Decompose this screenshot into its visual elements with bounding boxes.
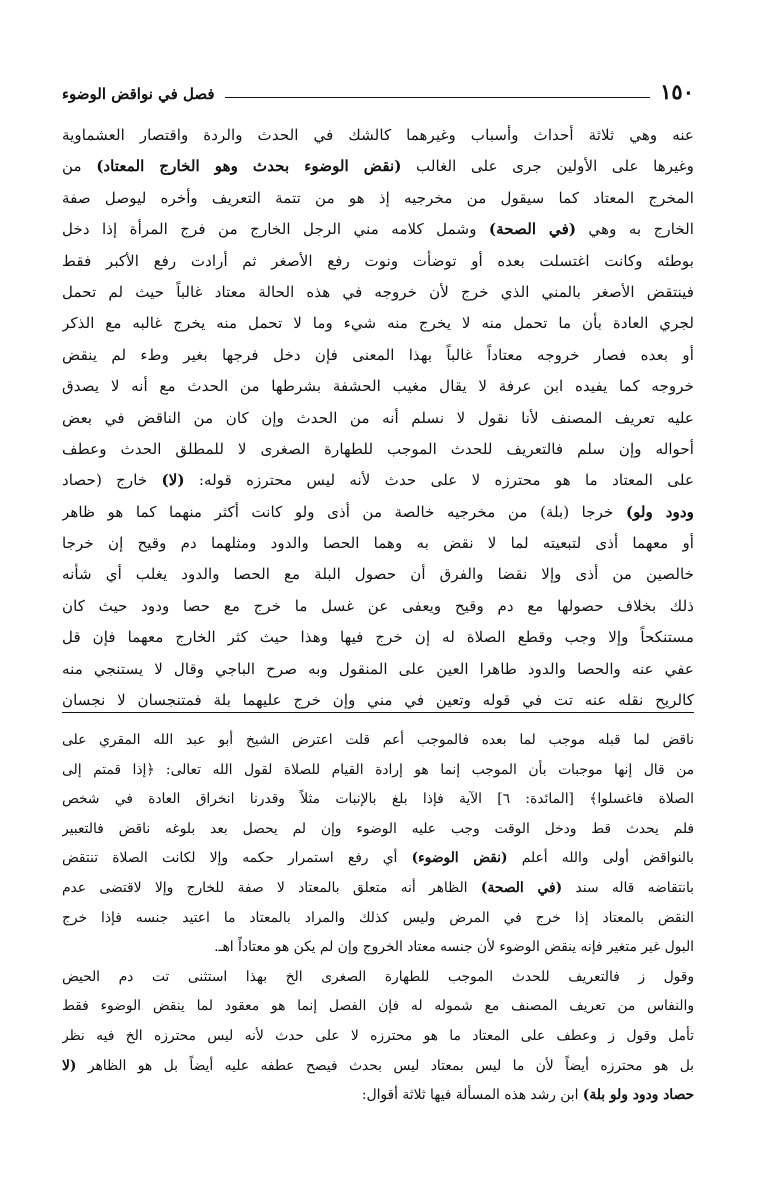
note-line: [62, 1052, 694, 1082]
text-line-pre: عنه وهي ثلاثة أحداث وأسباب وغيرهما كالشك في الحدث والردة واقتصار العشماوية: [62, 126, 694, 144]
text-line: [62, 120, 694, 151]
text-line-pre: فينتقض الأصغر بالمني الذي خرج لأن خروجه في هذه الحالة معتاد غالباً حيث لم تحمل: [62, 282, 694, 301]
note-line: [62, 1022, 694, 1052]
text-line: [62, 591, 694, 622]
text-line: [62, 214, 694, 245]
text-line: [62, 371, 694, 402]
note-line: [62, 963, 694, 993]
text-line-post: من: [62, 157, 97, 176]
note-line-pre: بل هو محترزه أيضاً لأن ما ليس بمعتاد ليس بحدث فيصح عطفه عليه أيضاً بل هو الظاهر: [76, 1057, 694, 1074]
page-number: ١٥٠: [660, 79, 694, 104]
text-line-pre: أو معهما أذى لتبعيته لما لا نقض به وهما الحصا والدود ومثلهما دم وقيح إن خرجا: [62, 534, 694, 553]
note-line: [62, 844, 694, 874]
note-line-pre: تأمل وقول ز وعطف على المعتاد ما هو محترزه لا على حدث لأنه ليس محترزه الخ فيه نظر: [62, 1027, 694, 1044]
text-line: [62, 183, 694, 214]
note-line-post: ابن رشد هذه المسألة فيها ثلاثة أقوال:: [361, 1087, 583, 1104]
text-line-pre: كالريح نقله عنه تت في قوله وتعين في مني وإن خرج عليهما بلة فمتنجسان لا نجسان: [62, 691, 694, 710]
note-line-bold: (في الصحة): [480, 879, 563, 896]
note-line-pre: وقول ز فالتعريف للحدث الموجب للطهارة الصغرى الخ بهذا استثنى تت دم الحيض: [62, 968, 694, 985]
text-line-bold: (نقض الوضوء بحدث وهو الخارج المعتاد): [96, 157, 402, 176]
text-line: [62, 403, 694, 434]
text-line-bold: (في الصحة): [488, 220, 577, 239]
text-line-pre: خروجه كما يفيده ابن عرفة لا يقال مغيب الحشفة بشرطها من الحدث مع أنه لا يصدق: [62, 377, 694, 396]
page-header: [62, 70, 694, 106]
note-line: [62, 992, 694, 1022]
note-line: [62, 785, 694, 815]
text-line-pre: عفي عنه والحصا والدود طاهرا العين على المنقول وبه صرح الباجي وقال لا يستنجي منه: [62, 659, 694, 678]
note-line-bold: (نقض الوضوء): [411, 850, 508, 867]
text-line: [62, 497, 694, 528]
text-line: [62, 528, 694, 559]
note-line-bold: (لا: [62, 1057, 77, 1074]
text-line-pre: على المعتاد ما هو محترزه لا على حدث لأنه ليس محترزه قوله:: [184, 471, 694, 490]
note-line-pre: بالنواقض أولى والله أعلم: [507, 850, 694, 867]
text-line: [62, 151, 694, 182]
text-line-bold: (لا): [161, 471, 185, 490]
text-line-pre: خالصين من أذى وإلا نقضا والفرق أن حصول البلة مع الحصا والدود يغلب أي شأنه: [62, 565, 694, 584]
text-line: [62, 559, 694, 590]
note-line-post: الظاهر أنه متعلق بالمعتاد لا صفة للخارج وإلا لاقتضى عدم: [62, 879, 481, 896]
text-line-post: خرجا (بلة) من مخرجيه خالصة من أذى ولو كانت أكثر منهما كما هو ظاهر: [62, 502, 626, 521]
text-line-pre: المخرج المعتاد كما سيقول من مخرجيه إذ هو من تتمة التعريف وأخره ليوصل صفة: [62, 188, 694, 207]
note-line-pre: بانتقاضه قاله سند: [562, 879, 694, 896]
note-line-pre: البول غير متغير فإنه ينقض الوضوء لأن جنسه معتاد الخروج وإن لم يكن هو معتاداً اهـ.: [214, 939, 694, 956]
text-line: [62, 308, 694, 339]
note-line-pre: من قال إنها موجبات بأن الموجب إنما هو إرادة القيام للصلاة لقول الله تعالى: ﴿إذا قمتم إلى: [62, 761, 694, 778]
note-line: [62, 1081, 694, 1111]
note-line: [62, 726, 694, 756]
text-line-pre: الخارج به وهي: [576, 220, 694, 239]
text-line-pre: عليه تعريف المصنف لأنا نقول لا نسلم أنه من الحدث وإن كان من الناقض في بعض: [62, 408, 694, 427]
footnote-separator: [62, 712, 694, 713]
text-line: [62, 277, 694, 308]
text-line-bold: ودود ولو): [625, 502, 694, 521]
text-line-post: وشمل كلامه مني الرجل الخارج من فرج المرأة إذا دخل: [62, 220, 489, 239]
note-line-pre: ناقض لما قبله موجب لما بعده فالموجب أعم قلت اعترض الشيخ أبو عبد الله المقري على: [62, 732, 694, 748]
note-line-post: أي رفع استمرار حكمه وإلا لكانت الصلاة تنتقض: [62, 850, 412, 867]
text-line-pre: لجري العادة بأن ما تحمل منه لا يخرج منه شيء وما لا تحمل منه يخرج غالبه مع الذكر: [62, 314, 694, 333]
text-line-post: خارج (حصاد: [62, 471, 162, 490]
note-line-pre: النقض بالمعتاد إذا خرج في المرض وليس كذلك والمراد بالمعتاد ما اعتيد جنسه فإذا خرج: [62, 909, 694, 926]
text-line-pre: أحواله وإن سلم فالتعريف للحدث الموجب للطهارة الصغرى لا للمطلق الحدث وعطف: [62, 439, 694, 458]
text-line: [62, 340, 694, 371]
text-line-pre: مستنكحاً وإلا وجب وقطع الصلاة له إن خرج فيها وهذا حيث كثر الخارج معهما فإن قل: [62, 628, 694, 647]
commentary-notes: [62, 726, 694, 1111]
note-line-bold: حصاد ودود ولو بلة): [582, 1087, 694, 1104]
text-line-pre: ذلك بخلاف حصولها مع دم وقيح ويعفى عن غسل ما خرج مع حصا ودود حيث كان: [62, 596, 694, 615]
text-line: [62, 622, 694, 653]
note-line-pre: والنفاس من تعريف المصنف مع شموله له فإن الفصل إنما هو معقود لما ينقض الوضوء فقط: [62, 998, 694, 1015]
text-line: [62, 465, 694, 496]
main-text: [62, 120, 694, 716]
header-rule: [225, 97, 651, 98]
note-line: [62, 904, 694, 934]
note-line: [62, 815, 694, 845]
text-line-pre: وغيرها على الأولين جرى على الغالب: [401, 157, 694, 176]
text-line: [62, 434, 694, 465]
note-line-pre: الصلاة فاغسلوا﴾ [المائدة: ٦] الآية فإذا بلغ بالإنبات مثلاً وقدرنا انخراق العادة في شخص: [62, 791, 694, 808]
text-line-pre: أو بعده فصار خروجه معتاداً غالباً بهذا المعنى فإن دخل فرجها بغير وطء لم ينقض: [62, 345, 694, 364]
note-line: [62, 933, 694, 963]
text-line: [62, 246, 694, 277]
text-line: [62, 654, 694, 685]
note-line: [62, 756, 694, 786]
running-title: فصل في نواقض الوضوء: [62, 85, 215, 103]
note-line-pre: فلم يحدث قط ودخل الوقت وجب عليه الوضوء وإن لم يحصل بعد بلوغه ناقض فالتعبير: [62, 820, 694, 837]
note-line: [62, 874, 694, 904]
text-line-pre: بوطئه وكانت اغتسلت بعده أو توضأت ونوت رفع الأصغر ثم أرادت رفع الأكبر فقط: [62, 251, 694, 270]
